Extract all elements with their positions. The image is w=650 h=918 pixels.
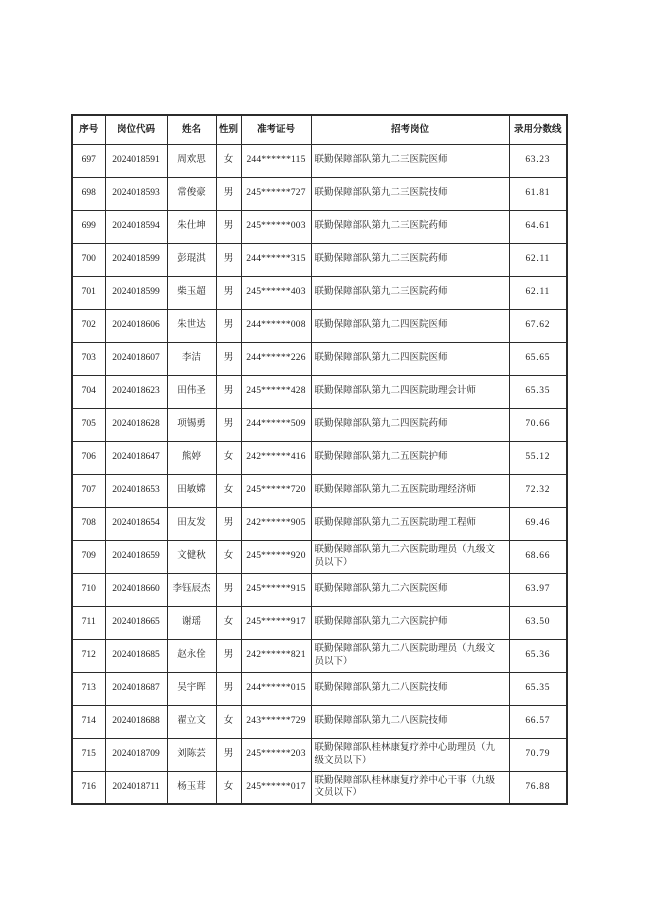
recruitment-score-table [71,114,568,805]
cell-gender: 女 [216,771,241,804]
table-row [72,606,567,639]
cell-gender: 女 [216,606,241,639]
table-header [72,115,567,144]
cell-code: 2024018654 [105,507,167,540]
cell-name: 朱世达 [167,309,216,342]
cell-seq: 700 [72,243,105,276]
cell-position: 联勤保障部队第九二三医院技师 [311,177,509,210]
cell-name: 翟立文 [167,705,216,738]
cell-ticket: 245******920 [241,540,311,573]
cell-ticket: 243******729 [241,705,311,738]
cell-gender: 男 [216,276,241,309]
cell-name: 杨玉茸 [167,771,216,804]
table-row [72,540,567,573]
cell-gender: 男 [216,639,241,672]
cell-code: 2024018607 [105,342,167,375]
cell-score: 70.79 [509,738,567,771]
column-header-seq: 序号 [72,115,105,144]
cell-name: 田敏嫦 [167,474,216,507]
cell-seq: 713 [72,672,105,705]
table-body [72,144,567,804]
cell-gender: 男 [216,672,241,705]
cell-seq: 716 [72,771,105,804]
cell-ticket: 245******720 [241,474,311,507]
cell-gender: 男 [216,507,241,540]
cell-name: 周欢思 [167,144,216,177]
cell-code: 2024018623 [105,375,167,408]
cell-gender: 女 [216,474,241,507]
cell-score: 69.46 [509,507,567,540]
cell-name: 赵永佺 [167,639,216,672]
cell-name: 吴宇晖 [167,672,216,705]
cell-code: 2024018599 [105,276,167,309]
cell-score: 64.61 [509,210,567,243]
cell-ticket: 245******917 [241,606,311,639]
cell-ticket: 244******115 [241,144,311,177]
cell-code: 2024018653 [105,474,167,507]
column-header-code: 岗位代码 [105,115,167,144]
cell-position: 联勤保障部队桂林康复疗养中心助理员（九级文员以下） [311,738,509,771]
cell-position: 联勤保障部队第九二三医院药师 [311,210,509,243]
cell-gender: 男 [216,243,241,276]
table-row [72,474,567,507]
cell-ticket: 245******017 [241,771,311,804]
cell-code: 2024018593 [105,177,167,210]
cell-score: 63.50 [509,606,567,639]
table-row [72,408,567,441]
cell-seq: 715 [72,738,105,771]
cell-seq: 704 [72,375,105,408]
cell-name: 熊婷 [167,441,216,474]
cell-ticket: 245******403 [241,276,311,309]
cell-position: 联勤保障部队第九二六医院护师 [311,606,509,639]
cell-position: 联勤保障部队桂林康复疗养中心干事（九级文员以下） [311,771,509,804]
cell-score: 66.57 [509,705,567,738]
cell-position: 联勤保障部队第九二五医院护师 [311,441,509,474]
column-header-position: 招考岗位 [311,115,509,144]
cell-code: 2024018660 [105,573,167,606]
table-row [72,243,567,276]
table-row [72,771,567,804]
table-row [72,507,567,540]
cell-gender: 男 [216,177,241,210]
cell-score: 76.88 [509,771,567,804]
cell-seq: 701 [72,276,105,309]
cell-score: 61.81 [509,177,567,210]
cell-gender: 女 [216,540,241,573]
column-header-name: 姓名 [167,115,216,144]
cell-score: 65.36 [509,639,567,672]
cell-code: 2024018647 [105,441,167,474]
table-row [72,705,567,738]
cell-ticket: 242******821 [241,639,311,672]
table-row [72,738,567,771]
table-row [72,672,567,705]
cell-name: 常俊豪 [167,177,216,210]
cell-score: 55.12 [509,441,567,474]
cell-seq: 698 [72,177,105,210]
cell-gender: 女 [216,144,241,177]
cell-seq: 699 [72,210,105,243]
cell-position: 联勤保障部队第九二四医院医师 [311,342,509,375]
cell-seq: 709 [72,540,105,573]
cell-code: 2024018711 [105,771,167,804]
cell-name: 李洁 [167,342,216,375]
cell-seq: 711 [72,606,105,639]
table-row [72,441,567,474]
table-row [72,177,567,210]
table-row [72,342,567,375]
cell-seq: 705 [72,408,105,441]
cell-position: 联勤保障部队第九二八医院技师 [311,672,509,705]
cell-code: 2024018685 [105,639,167,672]
cell-code: 2024018665 [105,606,167,639]
cell-seq: 710 [72,573,105,606]
table-row [72,309,567,342]
cell-gender: 女 [216,705,241,738]
cell-gender: 男 [216,342,241,375]
cell-name: 朱仕坤 [167,210,216,243]
column-header-ticket: 准考证号 [241,115,311,144]
cell-position: 联勤保障部队第九二八医院技师 [311,705,509,738]
cell-gender: 男 [216,210,241,243]
cell-position: 联勤保障部队第九二三医院药师 [311,243,509,276]
table-row [72,375,567,408]
cell-ticket: 245******203 [241,738,311,771]
cell-seq: 707 [72,474,105,507]
cell-score: 72.32 [509,474,567,507]
cell-code: 2024018628 [105,408,167,441]
cell-code: 2024018599 [105,243,167,276]
cell-score: 63.97 [509,573,567,606]
cell-code: 2024018606 [105,309,167,342]
cell-name: 文健秋 [167,540,216,573]
table-row [72,276,567,309]
cell-position: 联勤保障部队第九二四医院药师 [311,408,509,441]
cell-gender: 男 [216,375,241,408]
cell-name: 柴玉超 [167,276,216,309]
cell-seq: 712 [72,639,105,672]
cell-ticket: 245******428 [241,375,311,408]
cell-name: 彭琨淇 [167,243,216,276]
cell-name: 项锡勇 [167,408,216,441]
cell-name: 李钰辰杰 [167,573,216,606]
cell-gender: 男 [216,573,241,606]
cell-position: 联勤保障部队第九二六医院助理员（九级文员以下） [311,540,509,573]
cell-code: 2024018659 [105,540,167,573]
cell-seq: 714 [72,705,105,738]
cell-name: 田友发 [167,507,216,540]
cell-score: 70.66 [509,408,567,441]
cell-ticket: 244******509 [241,408,311,441]
cell-ticket: 242******905 [241,507,311,540]
cell-ticket: 244******315 [241,243,311,276]
cell-seq: 703 [72,342,105,375]
table-row [72,144,567,177]
cell-ticket: 244******015 [241,672,311,705]
cell-name: 谢瑶 [167,606,216,639]
cell-score: 67.62 [509,309,567,342]
cell-position: 联勤保障部队第九二三医院药师 [311,276,509,309]
cell-gender: 男 [216,408,241,441]
table-row [72,210,567,243]
column-header-gender: 性别 [216,115,241,144]
cell-score: 62.11 [509,243,567,276]
cell-gender: 男 [216,309,241,342]
cell-ticket: 244******008 [241,309,311,342]
cell-position: 联勤保障部队第九二八医院助理员（九级文员以下） [311,639,509,672]
cell-position: 联勤保障部队第九二六医院医师 [311,573,509,606]
cell-ticket: 245******003 [241,210,311,243]
cell-seq: 706 [72,441,105,474]
cell-position: 联勤保障部队第九二四医院医师 [311,309,509,342]
cell-seq: 697 [72,144,105,177]
cell-score: 68.66 [509,540,567,573]
cell-position: 联勤保障部队第九二三医院医师 [311,144,509,177]
cell-ticket: 245******727 [241,177,311,210]
table-row [72,639,567,672]
cell-seq: 702 [72,309,105,342]
cell-score: 62.11 [509,276,567,309]
cell-position: 联勤保障部队第九二四医院助理会计师 [311,375,509,408]
cell-ticket: 244******226 [241,342,311,375]
cell-ticket: 245******915 [241,573,311,606]
cell-code: 2024018594 [105,210,167,243]
cell-position: 联勤保障部队第九二五医院助理经济师 [311,474,509,507]
cell-score: 65.65 [509,342,567,375]
header-row [72,115,567,144]
cell-name: 田伟圣 [167,375,216,408]
cell-code: 2024018687 [105,672,167,705]
cell-name: 刘陈芸 [167,738,216,771]
cell-score: 65.35 [509,375,567,408]
cell-ticket: 242******416 [241,441,311,474]
cell-code: 2024018688 [105,705,167,738]
cell-score: 65.35 [509,672,567,705]
column-header-score: 录用分数线 [509,115,567,144]
cell-code: 2024018709 [105,738,167,771]
cell-code: 2024018591 [105,144,167,177]
cell-position: 联勤保障部队第九二五医院助理工程师 [311,507,509,540]
cell-gender: 男 [216,738,241,771]
cell-score: 63.23 [509,144,567,177]
table-row [72,573,567,606]
cell-gender: 女 [216,441,241,474]
cell-seq: 708 [72,507,105,540]
